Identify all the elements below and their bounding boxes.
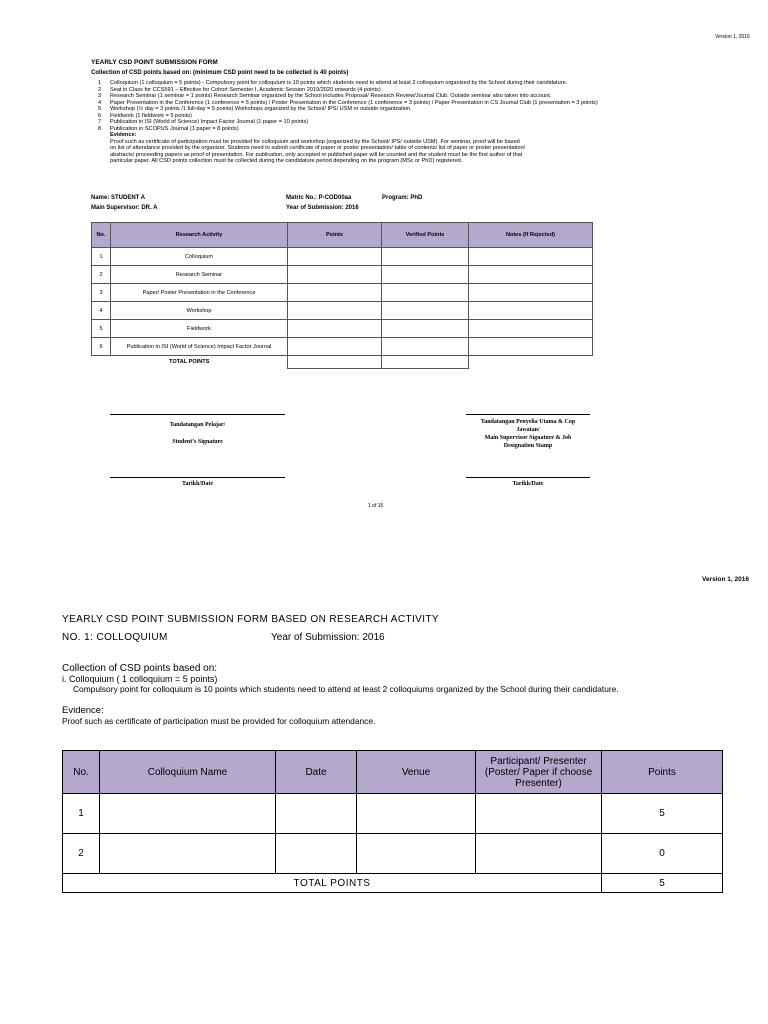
total-label: TOTAL POINTS <box>63 874 602 893</box>
page2-number-label: NO. 1: COLLOQUIUM <box>62 632 168 643</box>
supervisor-signature-label-1: Tandatangan Penyelia Utama & Cop <box>480 419 576 425</box>
col-header-verified-points: Verified Points <box>382 223 469 248</box>
date-cell[interactable] <box>276 794 357 834</box>
form-subtitle: Collection of CSD points based on: (minimum CSD point need to be collected is 40 points) <box>91 70 349 76</box>
page2-title: YEARLY CSD POINT SUBMISSION FORM BASED ON RESEARCH ACTIVITY <box>62 614 440 625</box>
col-header-no: No. <box>63 751 100 794</box>
colloquium-name-cell[interactable] <box>100 794 276 834</box>
notes-cell[interactable] <box>469 248 593 266</box>
form-title: YEARLY CSD POINT SUBMISSION FORM <box>91 59 218 66</box>
verified-points-cell[interactable] <box>382 320 469 338</box>
row-activity: Publication in ISI (World of Science) Impact Factor Journal <box>111 338 288 356</box>
notes-cell[interactable] <box>469 302 593 320</box>
participant-cell[interactable] <box>476 794 602 834</box>
total-points-cell[interactable] <box>288 356 382 369</box>
notes-cell[interactable] <box>469 338 593 356</box>
row-activity: Workshop <box>111 302 288 320</box>
row-activity: Fieldwork <box>111 320 288 338</box>
evidence-text-2: Proof such as certificate of participation must be provided for colloquium attendance. <box>62 716 376 726</box>
notes-cell[interactable] <box>469 284 593 302</box>
evidence-line: on list of attendance provided by the organizer. Students need to submit certificate of paper or poster presentation/ table of contents/ list of paper or poster presentation/ <box>110 145 526 151</box>
col-header-date: Date <box>276 751 357 794</box>
total-verified-cell[interactable] <box>382 356 469 369</box>
blank-cell <box>469 356 593 369</box>
verified-points-cell[interactable] <box>382 338 469 356</box>
table-row <box>92 248 593 266</box>
row-activity: Research Seminar <box>111 266 288 284</box>
supervisor-signature-line[interactable] <box>466 414 590 415</box>
evidence-label: Evidence: <box>110 132 137 138</box>
col-header-research-activity: Research Activity <box>111 223 288 248</box>
points-cell[interactable] <box>288 248 382 266</box>
table-row <box>63 794 723 834</box>
verified-points-cell[interactable] <box>382 302 469 320</box>
csd-summary-table <box>91 222 593 369</box>
row-activity: Colloquium <box>111 248 288 266</box>
row-no: 4 <box>92 302 111 320</box>
row-no: 1 <box>63 794 100 834</box>
page2-year: Year of Submission: 2016 <box>271 632 385 643</box>
points-cell[interactable] <box>288 338 382 356</box>
colloquium-name-cell[interactable] <box>100 834 276 874</box>
supervisor-date-label: Tarikh/Date <box>512 481 544 487</box>
verified-points-cell[interactable] <box>382 284 469 302</box>
supervisor-date-line[interactable] <box>466 477 590 478</box>
row-no: 1 <box>92 248 111 266</box>
table-row <box>92 266 593 284</box>
col-header-no: No. <box>92 223 111 248</box>
student-signature-label-malay: Tandatangan Pelajar/ <box>169 422 226 428</box>
total-value: 5 <box>602 874 723 893</box>
total-row <box>92 356 593 369</box>
item-i-detail: Compulsory point for colloquium is 10 points which students need to attend at least 2 colloquiums organized by the School during their candidature. <box>73 684 619 694</box>
total-label: TOTAL POINTS <box>92 356 288 369</box>
page-number: 1 of 15 <box>368 503 384 509</box>
student-signature-line[interactable] <box>110 414 285 415</box>
points-cell[interactable] <box>288 284 382 302</box>
total-row <box>63 874 723 893</box>
notes-cell[interactable] <box>469 320 593 338</box>
table-header-row <box>63 751 723 794</box>
evidence-label-2: Evidence: <box>62 705 104 716</box>
matric-no: Matric No.: P-COD00aa <box>286 195 352 201</box>
evidence-line: particular paper. All CSD points collection must be collected during the candidature period depending on the program (MSc or PhD) registered. <box>110 158 463 164</box>
participant-cell[interactable] <box>476 834 602 874</box>
date-cell[interactable] <box>276 834 357 874</box>
row-no: 6 <box>92 338 111 356</box>
row-no: 2 <box>63 834 100 874</box>
student-date-line[interactable] <box>110 477 285 478</box>
version-label: Version 1, 2016 <box>715 34 750 40</box>
venue-cell[interactable] <box>357 834 476 874</box>
row-activity: Paper/ Poster Presentation in the Conference <box>111 284 288 302</box>
row-no: 3 <box>92 284 111 302</box>
student-date-label: Tarikh/Date <box>181 481 214 487</box>
year-of-submission: Year of Submission: 2016 <box>286 205 359 211</box>
table-row <box>92 320 593 338</box>
student-name: Name: STUDENT A <box>91 195 146 201</box>
col-header-points: Points <box>602 751 723 794</box>
col-header-points: Points <box>288 223 382 248</box>
main-supervisor: Main Supervisor: DR. A <box>91 205 158 211</box>
row-no: 2 <box>92 266 111 284</box>
verified-points-cell[interactable] <box>382 266 469 284</box>
evidence-line: abstracts/ proceeding papers as proof of presentation. For publication, only accepted or published paper will be counted and the student must be the first author of that <box>110 151 523 158</box>
notes-cell[interactable] <box>469 266 593 284</box>
table-row <box>92 284 593 302</box>
col-header-participant-presenter: Participant/ Presenter (Poster/ Paper if choose Presenter) <box>476 751 602 794</box>
points-cell[interactable] <box>288 320 382 338</box>
verified-points-cell[interactable] <box>382 248 469 266</box>
supervisor-signature-label-4: Designation Stamp <box>503 443 553 449</box>
colloquium-table <box>62 750 723 893</box>
points-cell[interactable] <box>288 266 382 284</box>
col-header-colloquium-name: Colloquium Name <box>100 751 276 794</box>
points-cell: 0 <box>602 834 723 874</box>
points-cell: 5 <box>602 794 723 834</box>
table-row <box>92 338 593 356</box>
version-label-2: Version 1, 2016 <box>702 576 749 583</box>
supervisor-signature-label-2: Jawatan/ <box>516 427 540 433</box>
row-no: 5 <box>92 320 111 338</box>
student-signature-label: Student’s Signature <box>172 439 223 445</box>
program: Program: PhD <box>382 195 423 201</box>
col-header-venue: Venue <box>357 751 476 794</box>
evidence-line: Proof such as certificate of participation must be provided for colloquium and workshop (organized by the School/ IPS/ outside USM). For seminar, proof will be based <box>110 138 520 145</box>
supervisor-signature-label-3: Main Supervisor Signature & Job <box>484 435 572 441</box>
collection-label: Collection of CSD points based on: <box>62 663 218 674</box>
table-row <box>63 834 723 874</box>
points-cell[interactable] <box>288 302 382 320</box>
venue-cell[interactable] <box>357 794 476 834</box>
item-i: i. Colloquium ( 1 colloquium = 5 points) <box>62 674 218 684</box>
table-row <box>92 302 593 320</box>
table-header-row <box>92 223 593 248</box>
col-header-notes: Notes (If Rejected) <box>469 223 593 248</box>
